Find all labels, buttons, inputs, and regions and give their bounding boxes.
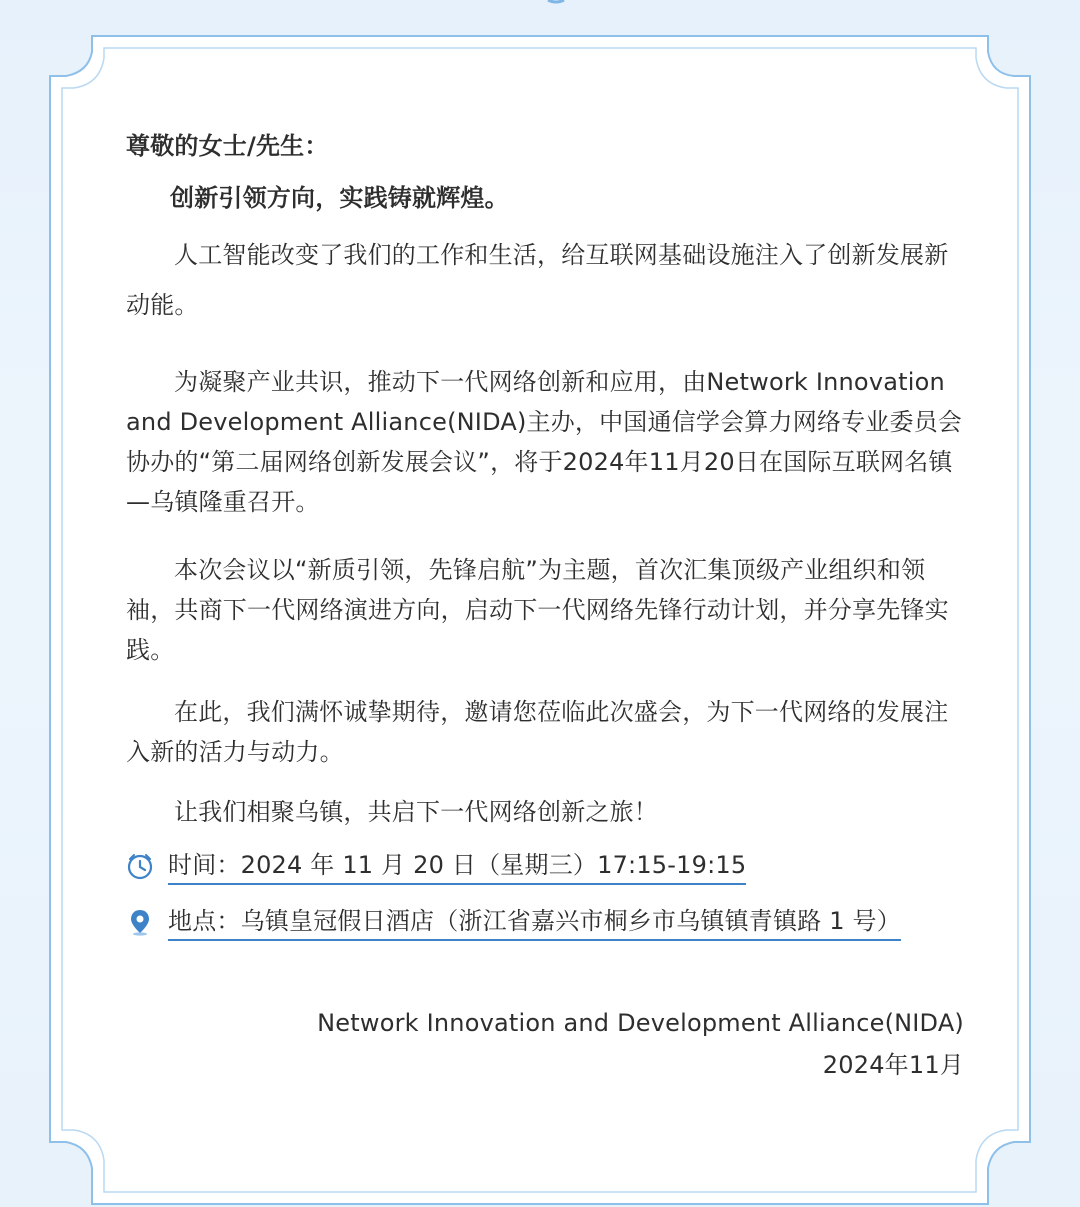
paragraph-3: 本次会议以“新质引领，先锋启航”为主题，首次汇集顶级产业组织和领袖，共商下一代网络演进方向，启动下一代网络先锋行动计划，并分享先锋实践。 bbox=[126, 556, 949, 664]
letter-content bbox=[126, 126, 964, 1086]
signature-date: 2024年11月 bbox=[822, 1051, 964, 1079]
location-pin-icon bbox=[126, 908, 154, 936]
event-time: 时间：2024 年 11 月 20 日（星期三）17:15-19:15 bbox=[168, 847, 746, 885]
signature: Network Innovation and Development Alliance(NIDA) bbox=[317, 1009, 964, 1037]
paragraph-2: 为凝聚产业共识，推动下一代网络创新和应用，由Network Innovation and Development Alliance(NIDA)主办，中国通信学会算力网络专业委员会协办的“第二届网络创新发展会议”，将于2024年11月20日在国际互联网名镇—乌镇隆重召开。 bbox=[126, 368, 963, 516]
event-location: 地点：乌镇皇冠假日酒店（浙江省嘉兴市桐乡市乌镇镇青镇路 1 号） bbox=[168, 903, 901, 941]
time-row bbox=[126, 844, 964, 888]
paragraph-4: 在此，我们满怀诚挚期待，邀请您莅临此次盛会，为下一代网络的发展注入新的活力与动力。 bbox=[126, 698, 949, 766]
clock-icon bbox=[126, 852, 154, 880]
signature-block bbox=[126, 1002, 964, 1086]
top-ornament bbox=[548, 0, 564, 2]
paragraph-5: 让我们相聚乌镇，共启下一代网络创新之旅！ bbox=[174, 798, 658, 826]
paragraph-1: 人工智能改变了我们的工作和生活，给互联网基础设施注入了创新发展新动能。 bbox=[126, 241, 949, 319]
motto: 创新引领方向，实践铸就辉煌。 bbox=[170, 184, 509, 212]
location-row bbox=[126, 900, 964, 944]
greeting: 尊敬的女士/先生： bbox=[126, 132, 329, 160]
